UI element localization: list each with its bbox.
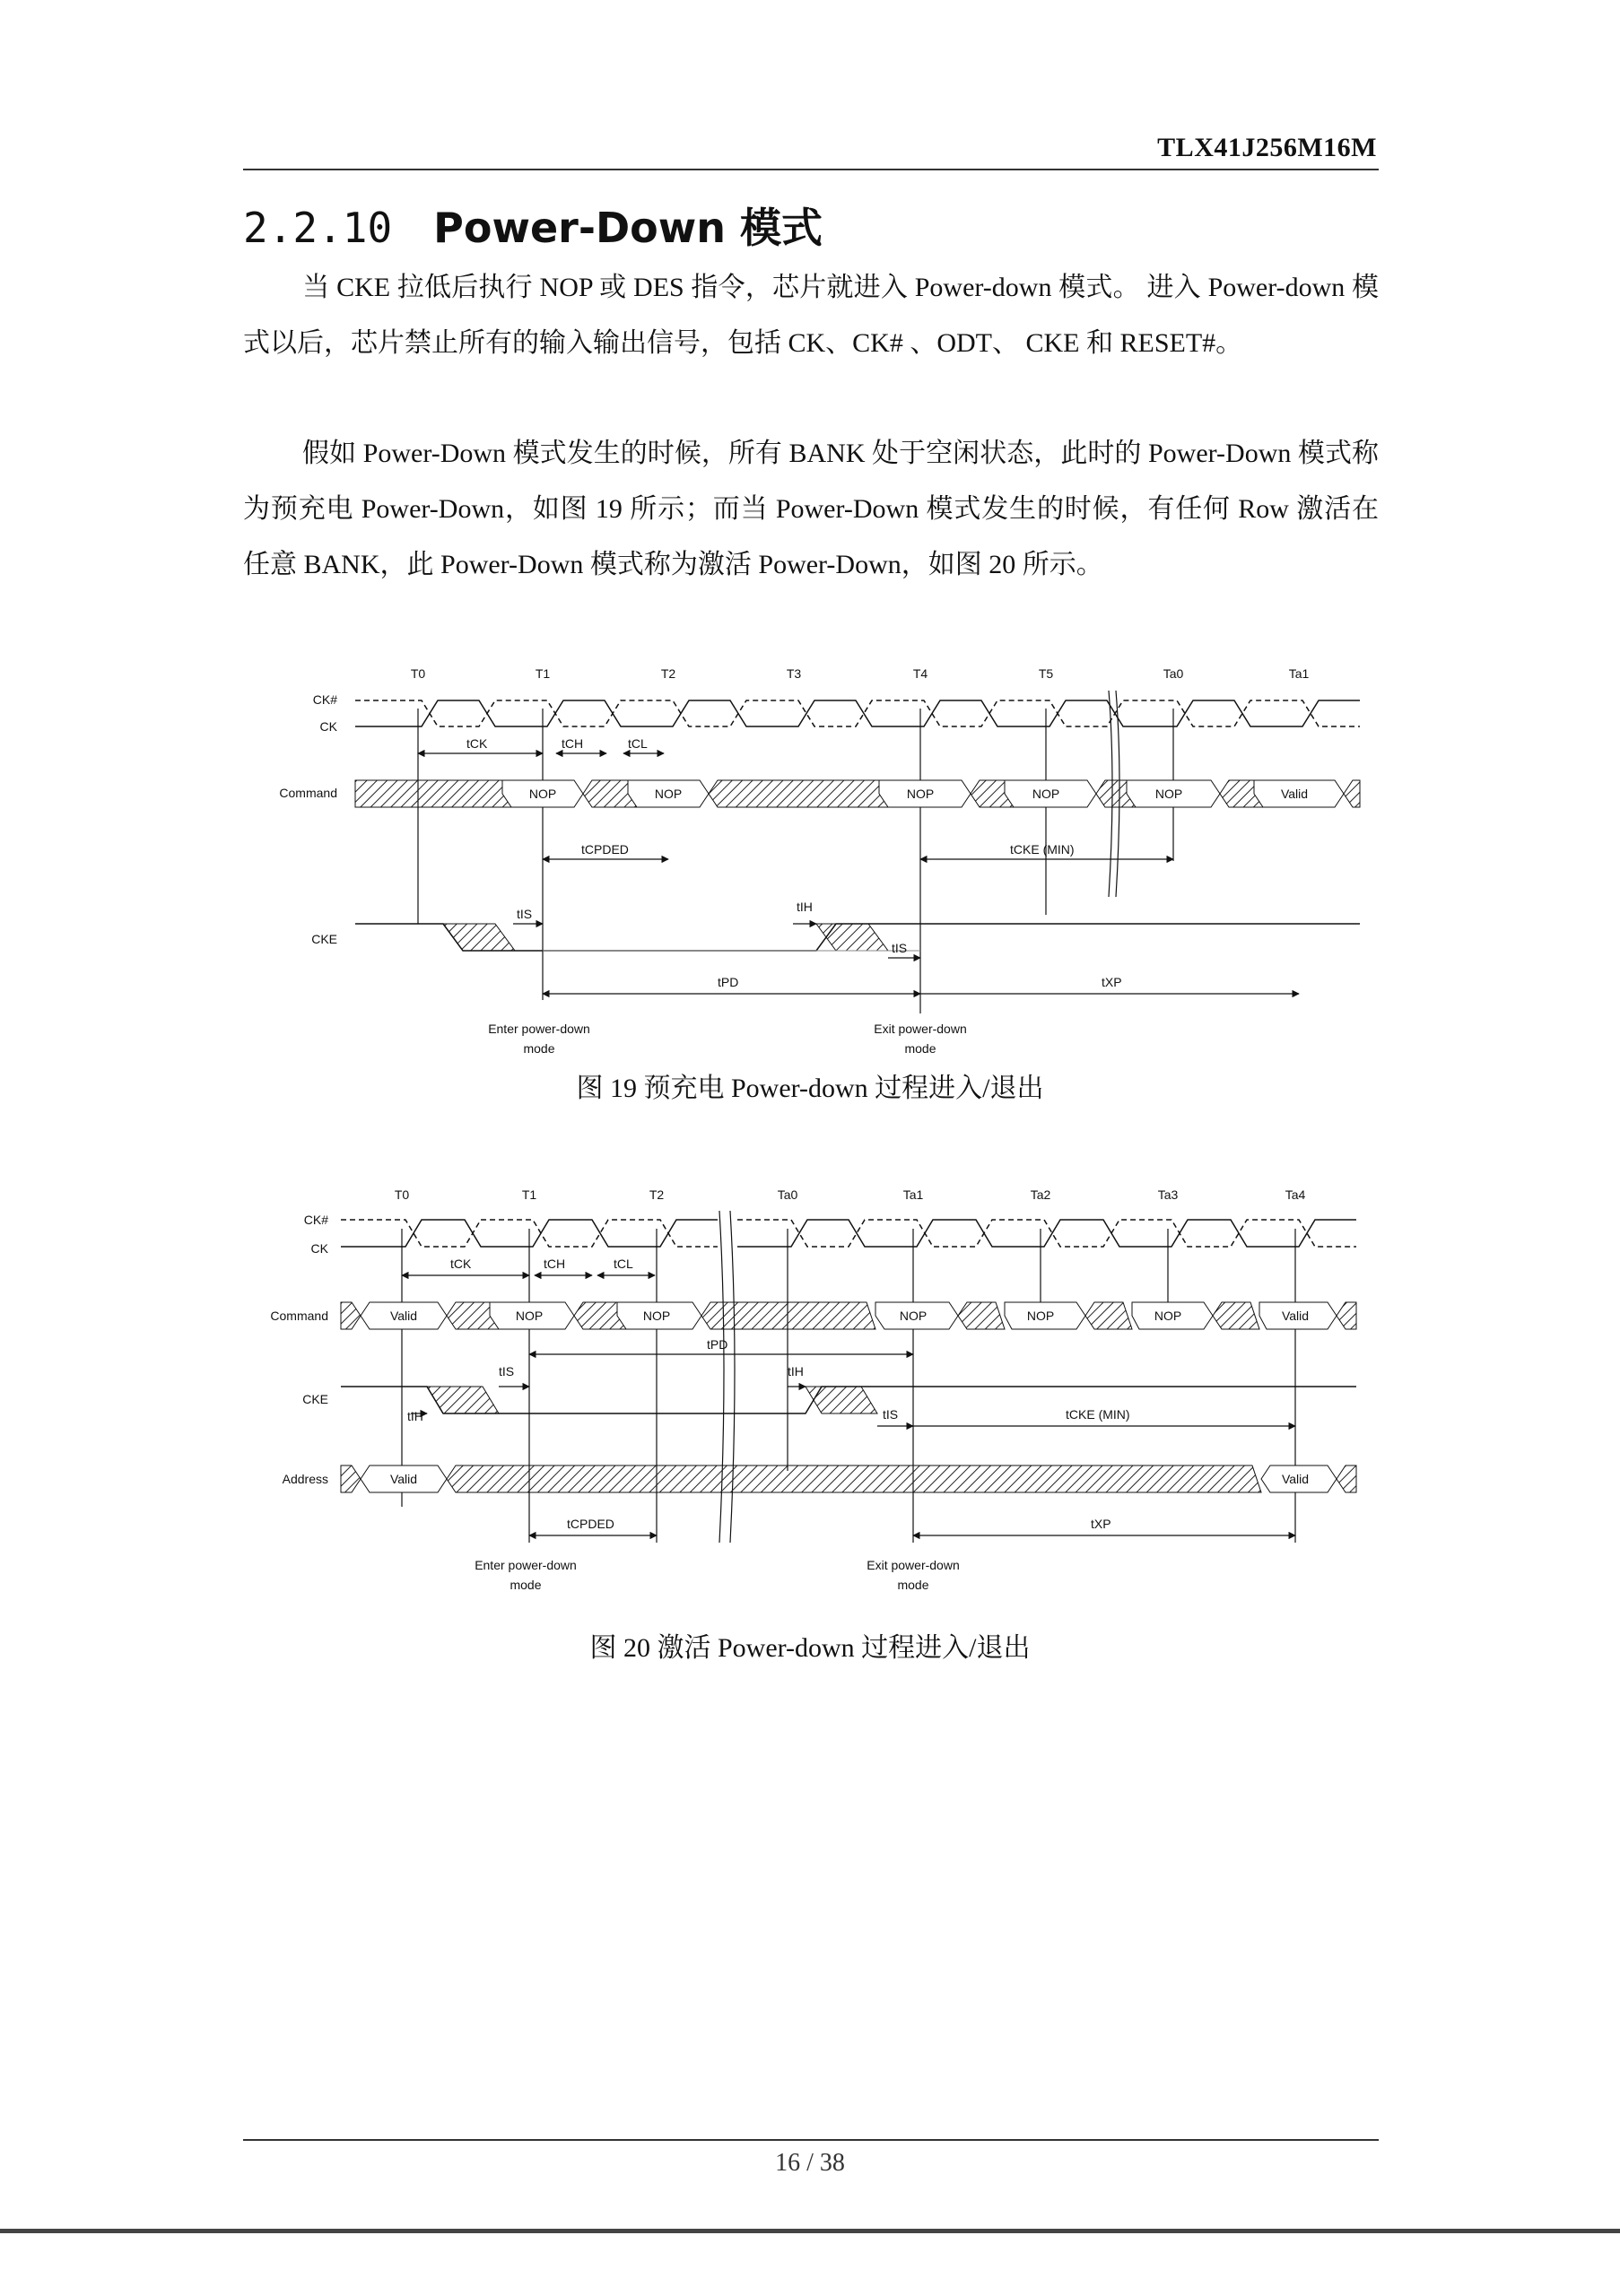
- timing-label-tis-exit: tIS: [892, 941, 908, 955]
- clock-label: Ta4: [1285, 1187, 1306, 1202]
- clock-label: T5: [1038, 666, 1054, 681]
- command-label: Valid: [1280, 787, 1309, 801]
- command-label: NOP: [528, 787, 557, 801]
- signal-label-ck-bar: CK#: [303, 1213, 328, 1227]
- clock-label: Ta1: [1288, 666, 1310, 681]
- timing-label-txp: tXP: [1102, 975, 1122, 989]
- command-label: NOP: [1032, 787, 1060, 801]
- timing-label-tck: tCK: [466, 736, 488, 751]
- command-label: Valid: [389, 1309, 418, 1323]
- cke-waveform: [341, 1387, 1356, 1413]
- enter-power-down-label-line2: mode: [523, 1041, 555, 1056]
- timing-label-tcpded: tCPDED: [567, 1517, 614, 1531]
- command-label: NOP: [1154, 787, 1183, 801]
- clock-label: T1: [521, 1187, 537, 1202]
- clock-waveform: [341, 1220, 1356, 1247]
- enter-power-down-label-line2: mode: [510, 1578, 542, 1592]
- timing-label-tcke: tCKE (MIN): [1010, 842, 1075, 857]
- figure-19-caption: 图 19 预充电 Power-down 过程进入/退出: [576, 1074, 1044, 1103]
- timing-label-tch: tCH: [562, 736, 584, 751]
- timing-label-tpd: tPD: [718, 975, 739, 989]
- paragraph-2-text: 假如 Power-Down 模式发生的时候，所有 BANK 处于空闲状态，此时的 Power-Down 模式称为预充电 Power-Down，如图 19 所示；而当 Power-Down 模式发生的时候，有任何 Row 激活在任意 BANK，此 Power-Down 模式称为激活 Power-Down，如图 20 所示。: [243, 439, 1379, 579]
- address-bus: [341, 1465, 1356, 1492]
- clock-label: T4: [912, 666, 928, 681]
- timing-label-tih-exit: tIH: [788, 1364, 804, 1378]
- clock-label: T0: [394, 1187, 410, 1202]
- clock-label: Ta1: [902, 1187, 924, 1202]
- clock-label: T0: [410, 666, 426, 681]
- timing-label-tih: tIH: [797, 900, 813, 914]
- exit-power-down-label: Exit power-down: [867, 1558, 960, 1572]
- timing-label-tcke: tCKE (MIN): [1066, 1407, 1130, 1422]
- timing-label-tis: tIS: [517, 907, 533, 921]
- clock-label: Ta0: [1163, 666, 1184, 681]
- clock-label: T2: [649, 1187, 665, 1202]
- footer-rule: [243, 2139, 1379, 2141]
- signal-label-address: Address: [282, 1472, 328, 1486]
- command-label: NOP: [654, 787, 683, 801]
- command-label: Valid: [1281, 1309, 1310, 1323]
- timing-label-tcpded: tCPDED: [581, 842, 629, 857]
- command-label: NOP: [515, 1309, 544, 1323]
- timing-label-tis-exit: tIS: [883, 1407, 899, 1422]
- clock-label: Ta2: [1030, 1187, 1051, 1202]
- address-label: Valid: [1281, 1472, 1310, 1486]
- command-label: NOP: [906, 787, 935, 801]
- timing-label-tpd: tPD: [707, 1337, 728, 1352]
- timing-label-tch: tCH: [544, 1257, 566, 1271]
- command-label: NOP: [1026, 1309, 1055, 1323]
- signal-label-ck-bar: CK#: [312, 692, 337, 707]
- enter-power-down-label: Enter power-down: [475, 1558, 577, 1572]
- clock-label: Ta3: [1157, 1187, 1179, 1202]
- section-title: Power-Down 模式: [433, 204, 823, 252]
- signal-label-cke: CKE: [302, 1392, 328, 1406]
- timing-label-tcl: tCL: [628, 736, 648, 751]
- clock-label: Ta0: [777, 1187, 798, 1202]
- section-number: 2.2.10: [243, 204, 393, 252]
- document-code: TLX41J256M16M: [1157, 133, 1377, 162]
- signal-label-cke: CKE: [311, 932, 337, 946]
- command-label: NOP: [642, 1309, 671, 1323]
- command-bus: [341, 1302, 1356, 1329]
- exit-power-down-label: Exit power-down: [874, 1022, 967, 1036]
- command-label: NOP: [1154, 1309, 1182, 1323]
- clock-label: T1: [535, 666, 551, 681]
- timing-label-tis: tIS: [499, 1364, 515, 1378]
- signal-label-command: Command: [279, 786, 337, 800]
- signal-label-ck: CK: [319, 719, 337, 734]
- page-number: 16 / 38: [775, 2149, 845, 2177]
- signal-label-ck: CK: [310, 1241, 328, 1256]
- paragraph-1-text: 当 CKE 拉低后执行 NOP 或 DES 指令，芯片就进入 Power-down 模式。 进入 Power-down 模式以后，芯片禁止所有的输入输出信号，包括 CK、CK# 、ODT、 CKE 和 RESET#。: [243, 273, 1379, 358]
- timing-label-tih: tIH: [407, 1409, 423, 1423]
- timing-label-tck: tCK: [450, 1257, 472, 1271]
- figure-20-caption: 图 20 激活 Power-down 过程进入/退出: [589, 1633, 1031, 1663]
- clock-label: T3: [786, 666, 802, 681]
- timing-label-tcl: tCL: [614, 1257, 633, 1271]
- exit-power-down-label-line2: mode: [904, 1041, 936, 1056]
- clock-label: T2: [660, 666, 676, 681]
- page-bottom-divider: [0, 2229, 1620, 2233]
- address-label: Valid: [389, 1472, 418, 1486]
- enter-power-down-label: Enter power-down: [488, 1022, 590, 1036]
- signal-label-command: Command: [270, 1309, 328, 1323]
- exit-power-down-label-line2: mode: [897, 1578, 929, 1592]
- command-label: NOP: [899, 1309, 928, 1323]
- timing-label-txp: tXP: [1091, 1517, 1111, 1531]
